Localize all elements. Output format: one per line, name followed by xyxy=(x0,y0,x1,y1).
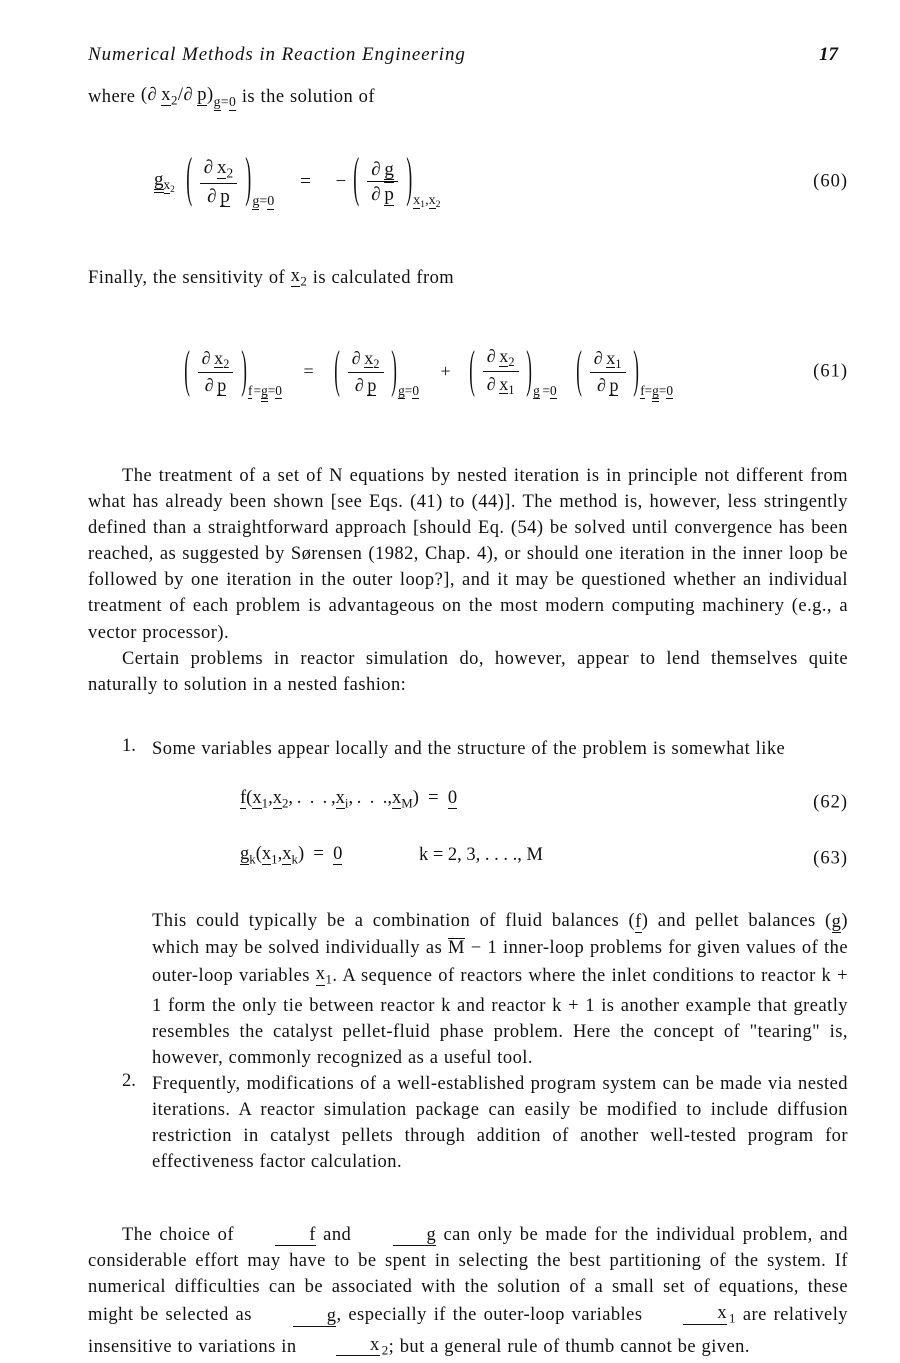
equation-60-number: (60) xyxy=(813,172,848,193)
cl2: and xyxy=(316,1225,359,1245)
vector-g: g xyxy=(832,909,842,935)
page-body xyxy=(88,82,848,1363)
finally-suffix: is calculated from xyxy=(307,268,454,288)
cl5: are relatively insensitive to variations in xyxy=(88,1305,848,1356)
finally-prefix: Finally, the sensitivity of xyxy=(88,268,291,288)
equation-60-body: $g_{x_2}$ ( $\frac{\partial x_2}{\partial p}$ )g=0 = − ( $\frac{\partial g}{\partial p}$ )$x_1,x_2$ xyxy=(88,157,848,207)
running-head xyxy=(88,44,838,70)
paragraph-certain: Certain problems in reactor simulation do, however, appear to lend themselves quite naturally to solution in a nested fashion: xyxy=(88,646,848,698)
cl6: ; but a general rule of thumb cannot be given. xyxy=(389,1337,750,1357)
paragraph-closing xyxy=(88,1222,848,1363)
c5: . A sequence of reactors where the inlet conditions to reactor k + 1 form the only tie between reactor k and reactor k + 1 is another example that greatly resembles the catalyst pellet-fluid phase problem. Here the concept of "tearing" is, however, commonly recognized as a useful tool. xyxy=(152,966,848,1068)
equation-61 xyxy=(88,346,848,397)
list-item-1-continuation xyxy=(88,908,848,1071)
list-item-1-body xyxy=(152,908,848,1071)
list-item xyxy=(88,736,848,762)
c3: ) which may be solved individually as xyxy=(152,911,848,958)
vector-f: f xyxy=(635,909,642,935)
c2: ) and pellet balances ( xyxy=(642,911,832,931)
cl4: , especially if the outer-loop variables xyxy=(336,1305,649,1325)
equation-63-condition: k = 2, 3, . . . ., M xyxy=(419,845,543,866)
where-suffix: is the solution of xyxy=(236,87,375,107)
vector-x1: $x_1$ xyxy=(316,961,333,992)
equation-63 xyxy=(88,844,848,874)
running-title: Numerical Methods in Reaction Engineering xyxy=(88,44,466,66)
equation-61-body: ( $\frac{\partial x_2}{\partial p}$ )f =g=0 = ( $\frac{\partial x_2}{\partial p}$ )g=0 + ( $\frac{\partial x_2}{\partial x_1}$ )g =0 ( $\frac{\partial x_1}{\partial p}$ )f=g=0 xyxy=(88,346,848,397)
cl3: can only be made for the individual problem, and considerable effort may have to be spent in selecting the best partitioning of the system. If numerical difficulties can be associated with the solution of a small set of equations, these might be selected as xyxy=(88,1225,848,1326)
list-marker-1: 1. xyxy=(122,736,136,757)
c4: − 1 inner-loop problems for given values of the outer-loop variables xyxy=(152,938,848,987)
vector-x2-closing: x $_2$ xyxy=(302,1332,389,1363)
where-line xyxy=(88,82,848,113)
cl1: The choice of xyxy=(122,1225,241,1245)
numbered-list xyxy=(88,736,848,1176)
paragraph-treatment: The treatment of a set of N equations by nested iteration is in principle not different from what has already been shown [see Eqs. (41) to (44)]. The method is, however, less stringently defined than a straightforward approach [should Eq. (54) be solved until convergence has been reached, as suggested by Sørensen (1982, Chap. 4), or should one iteration in the inner loop be followed by one iteration in the outer loop?], and it may be questioned whether an individual treatment of each problem is advantageous on the most modern computing machinery (e.g., a vector processor). xyxy=(88,463,848,646)
equation-62 xyxy=(88,788,848,818)
page-number: 17 xyxy=(819,44,838,66)
list-item-2-text: Frequently, modifications of a well-established program system can be made via nested iterations. A reactor simulation package can easily be modified to include diffusion restriction in catalyst pellets through addition of another well-tested program for effectiveness factor calculation. xyxy=(152,1071,848,1175)
equation-62-body: $f(x_1,x_2$, . . . $,x_i$, . . $.,x_M) = 0$ xyxy=(88,788,848,811)
where-prefix: where xyxy=(88,87,141,107)
vector-f-closing: f xyxy=(241,1222,316,1248)
vector-g-closing: g xyxy=(359,1222,437,1248)
list-item xyxy=(88,1071,848,1175)
vector-x1-closing: x $_1$ xyxy=(649,1300,736,1331)
equation-60 xyxy=(88,157,848,207)
equation-62-number: (62) xyxy=(813,792,848,813)
list-marker-2: 2. xyxy=(122,1071,136,1092)
c1: This could typically be a combination of fluid balances ( xyxy=(152,911,635,931)
list-item-1-text: Some variables appear locally and the structure of the problem is somewhat like xyxy=(152,736,848,762)
finally-variable: $x_2$ xyxy=(291,263,308,294)
overline-M: M xyxy=(448,935,465,961)
equation-63-body: $g_k(x_1,x_k) = 0$ k = 2, 3, . . . ., M xyxy=(88,844,848,867)
vector-g-closing-2: g xyxy=(259,1303,337,1329)
finally-line xyxy=(88,263,848,294)
equation-63-number: (63) xyxy=(813,848,848,869)
equation-61-number: (61) xyxy=(813,361,848,382)
inline-derivative: (∂ $x_2/\partial$ p)g=0 xyxy=(141,82,236,113)
